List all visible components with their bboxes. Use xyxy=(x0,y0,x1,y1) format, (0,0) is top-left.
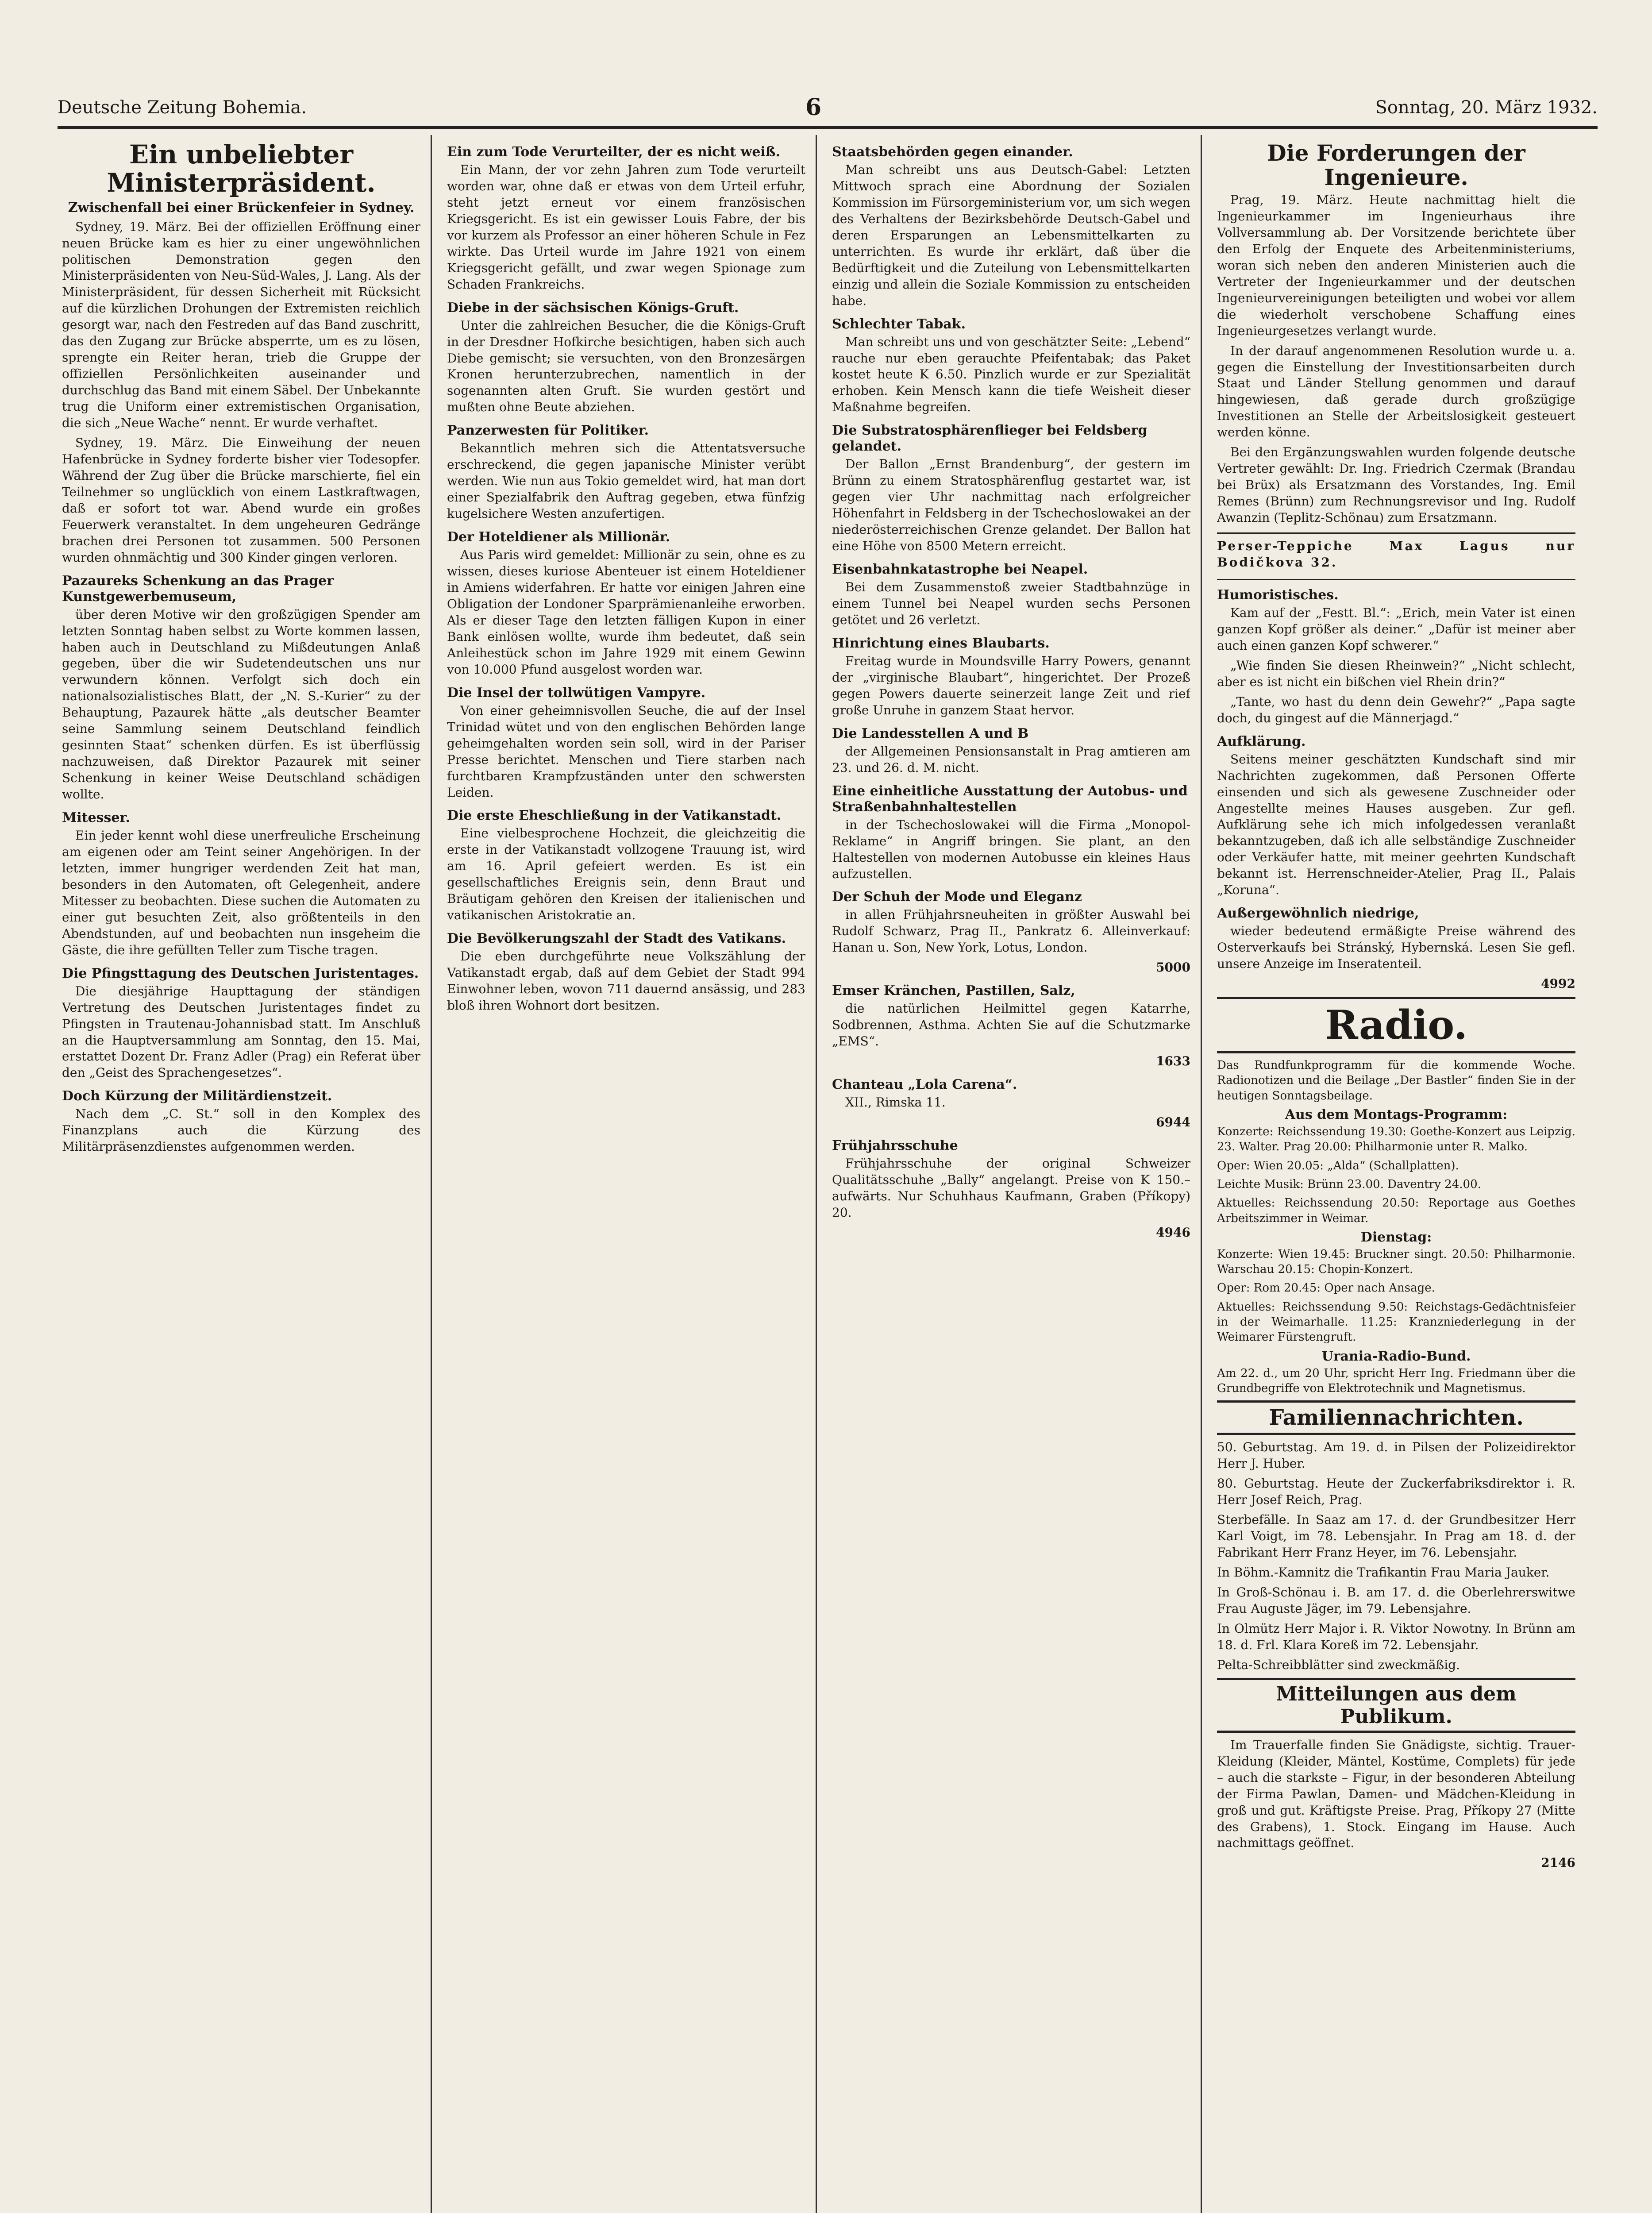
article-paragraph: Ein Mann, der vor zehn Jahren zum Tode verurteilt worden war, ohne daß er etwas von dem Urteil erfuhr, steht jetzt erneut vor einem französischen Kriegsgericht. Es ist ein gewisser Louis Fabre, der bis vor kurzem als Professor an einer höheren Schule in Fez wirkte. Das Urteil wurde im Jahre 1921 von einem Kriegsgericht gefällt, und zwar wegen Spionage zum Schaden Frankreichs. xyxy=(447,162,805,292)
article-heading: Die Landesstellen A und B xyxy=(832,725,1029,741)
column-3 xyxy=(832,137,1190,2213)
article-heading: Die Pfingsttagung des Deutschen Juristentages. xyxy=(62,965,419,981)
ad-heading: Emser Kränchen, Pastillen, Salz, xyxy=(832,983,1075,999)
ad-number: 4946 xyxy=(1156,1225,1190,1240)
article-paragraph: Die diesjährige Haupttagung der ständigen Vertretung des Deutschen Juristentages findet zu Pfingsten in Trautenau-Johannisbad statt. Im Anschluß an die Hauptversammlung am Sonntag, den 15. Mai, erstattet Dozent Dr. Franz Adler (Prag) ein Referat über den „Geist des Sprachengesetzes“. xyxy=(62,983,420,1080)
public-section-title: Mitteilungen aus dem Publikum. xyxy=(1217,1678,1575,1733)
column-2 xyxy=(447,137,805,2213)
radio-entry: Konzerte: Wien 19.45: Bruckner singt. 20.50: Philharmonie. Warschau 20.15: Chopin-Konzert. xyxy=(1217,1247,1575,1276)
article-paragraph: Seitens meiner geschätzten Kundschaft sind mir Nachrichten zugekommen, daß Personen Offerte einsenden und sich als gewesene Zuschneider oder Angestellte meines Hauses ausgeben. Zur gefl. Aufklärung sehe ich mich infolgedessen veranlaßt bekanntzugeben, daß ich alle selbständige Zuschneider oder Verkäufer hatte, mit meiner geehrten Kundschaft bekannt ist. Herrenschneider-Atelier, Prag II., Palais „Koruna“. xyxy=(1217,752,1575,898)
page-number: 6 xyxy=(805,94,822,121)
radio-entry: Aktuelles: Reichssendung 20.50: Reportage aus Goethes Arbeitszimmer in Weimar. xyxy=(1217,1196,1575,1225)
article-heading: Die Insel der tollwütigen Vampyre. xyxy=(447,685,706,701)
ad-heading: Frühjahrsschuhe xyxy=(832,1137,958,1153)
issue-date: Sonntag, 20. März 1932. xyxy=(1375,97,1598,118)
ad-text: XII., Rimska 11. xyxy=(845,1095,946,1110)
family-entry: 80. Geburtstag. Heute der Zuckerfabriksdirektor i. R. Herr Josef Reich, Prag. xyxy=(1217,1476,1575,1507)
article-paragraph: wieder bedeutend ermäßigte Preise während des Osterverkaufs bei Stránský, Hybernská. Lesen Sie gefl. unsere Anzeige im Inseratenteil. xyxy=(1217,924,1575,972)
ad-number: 5000 xyxy=(1156,960,1190,975)
family-section-title: Familiennachrichten. xyxy=(1217,1400,1575,1435)
ad-heading: Chanteau „Lola Carena“. xyxy=(832,1077,1017,1093)
column-divider xyxy=(1201,135,1202,2213)
radio-entry: Aktuelles: Reichssendung 9.50: Reichstags-Gedächtnisfeier in der Weimarhalle. 11.25: Kranzniederlegung in der Weimarer Fürstengruft. xyxy=(1217,1300,1575,1344)
article-paragraph: In der darauf angenommenen Resolution wurde u. a. gegen die Einstellung der Investitionsarbeiten durch Staat und Länder Stellung genommen und darauf hingewiesen, daß gerade durch großzügige Investitionen an Stelle der Arbeitslosigkeit gesteuert werden könne. xyxy=(1217,343,1575,440)
article-paragraph: Nach dem „C. St.“ soll in den Komplex des Finanzplans auch die Kürzung des Militärpräsenzdienstes aufgenommen werden. xyxy=(62,1106,420,1154)
family-entry: 50. Geburtstag. Am 19. d. in Pilsen der Polizeidirektor Herr J. Huber. xyxy=(1217,1440,1575,1471)
family-entry: Pelta-Schreibblätter sind zweckmäßig. xyxy=(1217,1657,1460,1672)
column-4 xyxy=(1217,137,1575,2213)
article-paragraph: Prag, 19. März. Heute nachmittag hielt die Ingenieurkammer im Ingenieurhaus ihre Vollversammlung ab. Der Vorsitzende berichtete über den Erfolg der Enquete des Arbeitenministeriums, woran sich neben den anderen Ministerien auch die Vertreter der Ingenieurkammer und der deutschen Ingenieurvereinigungen beteiligten und wobei vor allem die wiederholt verschobene Schaffung eines Ingenieurgesetzes verlangt wurde. xyxy=(1217,193,1575,338)
header-rule xyxy=(58,126,1598,129)
article-paragraph: in der Tschechoslowakei will die Firma „Monopol-Reklame“ in Angriff bringen. Sie plant, an den Haltestellen von modernen Autobusse ein kleines Haus aufzustellen. xyxy=(832,817,1190,881)
article-paragraph: Eine vielbesprochene Hochzeit, die gleichzeitig die erste in der Vatikanstadt vollzogene Trauung ist, wird am 16. April gefeiert werden. Es ist ein gesellschaftliches Ereignis sein, denn Braut und Bräutigam gehören den Kreisen der italienischen und vatikanischen Aristokratie an. xyxy=(447,826,805,923)
article-heading: Panzerwesten für Politiker. xyxy=(447,423,649,439)
ad-text: in allen Frühjahrsneuheiten in größter Auswahl bei Rudolf Schwarz, Prag II., Pankratz 6. Alleinverkauf: Hanan u. Son, New York, Lotus, London. xyxy=(832,907,1190,955)
ad-number: 2146 xyxy=(1541,1855,1575,1870)
article-heading: Die Bevölkerungszahl der Stadt des Vatikans. xyxy=(447,931,786,947)
ad-text: Frühjahrsschuhe der original Schweizer Qualitätsschuhe „Bally“ angelangt. Preise von K 150.– aufwärts. Nur Schuhhaus Kaufmann, Graben (Příkopy) 20. xyxy=(832,1156,1190,1220)
radio-program xyxy=(1217,1058,1575,1396)
article-heading: Staatsbehörden gegen einander. xyxy=(832,144,1073,160)
running-header xyxy=(58,94,1598,124)
radio-day-heading: Urania-Radio-Bund. xyxy=(1321,1348,1471,1364)
article-paragraph: über deren Motive wir den großzügigen Spender am letzten Sonntag haben selbst zu Worte kommen lassen, haben auch in Deutschland zu Mißdeutungen Anlaß gegeben, über die wir Sudetendeutschen uns nur verwundern können. Verfolgt sich doch ein nationalsozialistisches Blatt, der „N. S.-Kurier“ zu der Behauptung, Pazaurek hätte „als deutscher Beamter seine Sammlung seinem Deutschland feindlich gesinnten Staat“ schenken dürfen. Es ist überflüssig nachzuweisen, daß Direktor Pazaurek mit seiner Schenkung in keiner Weise Deutschland schädigen wollte. xyxy=(62,607,420,802)
radio-section-title: Radio. xyxy=(1217,997,1575,1053)
family-entry: In Böhm.-Kamnitz die Trafikantin Frau Maria Jauker. xyxy=(1217,1565,1550,1580)
article-heading: Doch Kürzung der Militärdienstzeit. xyxy=(62,1088,332,1104)
article-paragraph: Aus Paris wird gemeldet: Millionär zu sein, ohne es zu wissen, dieses kuriose Abenteuer ist einem Hoteldiener in Amiens widerfahren. Er hatte vor einigen Jahren eine Obligation der Londoner Sparprämienanleihe erworben. Als er dieser Tage den letzten fälligen Kupon in einer Bank einlösen wollte, wurde ihm bedeutet, daß sein Anleihestück schon im Jahre 1929 mit einem Gewinn von 10.000 Pfund ausgelost worden war. xyxy=(447,547,805,677)
newspaper-page xyxy=(58,80,1598,2213)
ad-heading: Der Schuh der Mode und Eleganz xyxy=(832,889,1082,905)
article-paragraph: Unter die zahlreichen Besucher, die die Königs-Gruft in der Dresdner Hofkirche besichtigen, haben sich auch Diebe gemischt; sie versuchten, von den Bronzesärgen Kronen herunterzubrechen, namentlich in der sogenannten alten Gruft. Sie wurden gestört und mußten ohne Beute abziehen. xyxy=(447,318,805,415)
ad-text: Perser-Teppiche Max Lagus nur Bodičkova 32. xyxy=(1217,539,1575,570)
family-entry: In Olmütz Herr Major i. R. Viktor Nowotny. In Brünn am 18. d. Frl. Klara Koreß im 72. Lebensjahr. xyxy=(1217,1621,1575,1652)
article-heading: Mitesser. xyxy=(62,810,130,826)
article-paragraph: Bei dem Zusammenstoß zweier Stadtbahnzüge in einem Tunnel bei Neapel wurden sechs Personen getötet und 26 verletzt. xyxy=(832,580,1190,627)
radio-day-heading: Dienstag: xyxy=(1360,1229,1432,1245)
article-paragraph: Von einer geheimnisvollen Seuche, die auf der Insel Trinidad wütet und von den englischen Behörden lange geheimgehalten worden sein soll, wird in der Pariser Presse berichtet. Menschen und Tiere starben nach furchtbaren Krampfzuständen unter den schwersten Leiden. xyxy=(447,703,805,800)
article-heading: Diebe in der sächsischen Königs-Gruft. xyxy=(447,300,739,316)
article-paragraph: Man schreibt uns aus Deutsch-Gabel: Letzten Mittwoch sprach eine Abordnung der Sozialen Kommission im Fürsorgeministerium vor, um sich wegen des Verhaltens der Bezirksbehörde Deutsch-Gabel und deren Ersparungen an Lebensmittelkarten zu unterrichten. Es wurde ihr erklärt, daß über die Bedürftigkeit und die Zuteilung von Lebensmittelkarten einzig und allein die Soziale Kommission zu entscheiden habe. xyxy=(832,162,1190,308)
radio-entry: Leichte Musik: Brünn 23.00. Daventry 24.00. xyxy=(1217,1177,1481,1191)
family-entry: In Groß-Schönau i. B. am 17. d. die Oberlehrerswitwe Frau Auguste Jäger, im 79. Lebensjahre. xyxy=(1217,1585,1575,1616)
radio-day-heading: Aus dem Montags-Programm: xyxy=(1285,1106,1508,1122)
article-heading: Humoristisches. xyxy=(1217,587,1339,603)
article-paragraph: Bei den Ergänzungswahlen wurden folgende deutsche Vertreter gewählt: Dr. Ing. Friedrich Czermak (Brandau bei Brüx) als Ersatzmann des Vorstandes, Ing. Emil Remes (Brünn) zum Rechnungsrevisor und Ing. Rudolf Awanzin (Teplitz-Schönau) zum Ersatzmann. xyxy=(1217,445,1575,525)
radio-entry: Konzerte: Reichssendung 19.30: Goethe-Konzert aus Leipzig. 23. Walter. Prag 20.00: Philharmonie unter R. Malko. xyxy=(1217,1125,1575,1154)
ad-number: 6944 xyxy=(1156,1115,1190,1130)
article-paragraph: Ein jeder kennt wohl diese unerfreuliche Erscheinung am eigenen oder am Teint seiner Angehörigen. In der letzten, immer hungriger werdenden Zeit hat man, besonders in den Automaten, oft Gelegenheit, andere Mitesser zu beobachten. Diese suchen die Automaten zu einer gut besuchten Zeit, also größtenteils in den Abendstunden, auf und beobachten nun insgeheim die Gäste, die ihre gefüllten Teller zum Tische tragen. xyxy=(62,828,420,957)
article-headline: Die Forderungen der Ingenieure. xyxy=(1267,140,1525,190)
article-heading: Eisenbahnkatastrophe bei Neapel. xyxy=(832,562,1088,578)
article-paragraph: Freitag wurde in Moundsville Harry Powers, genannt der „virginische Blaubart“, hingerichtet. Der Prozeß gegen Powers dauerte seinerzeit lange Zeit und rief große Unruhe in ganzem Staat hervor. xyxy=(832,653,1190,717)
radio-entry: Am 22. d., um 20 Uhr, spricht Herr Ing. Friedmann über die Grundbegriffe von Elektrotechnik und Magnetismus. xyxy=(1217,1366,1575,1396)
ad-number: 1633 xyxy=(1156,1054,1190,1069)
article-paragraph: Der Ballon „Ernst Brandenburg“, der gestern im Brünn zu einem Stratosphärenflug gestartet war, ist gegen vier Uhr nachmittag nach erfolgreicher Höhenfahrt in Feldsberg in der Tschechoslowakei an der niederösterreichischen Grenze gelandet. Der Ballon hat eine Höhe von 8500 Metern erreicht. xyxy=(832,457,1190,554)
article-heading: Hinrichtung eines Blaubarts. xyxy=(832,635,1050,651)
article-subheadline: Zwischenfall bei einer Brückenfeier in Sydney. xyxy=(68,200,415,216)
masthead-name: Deutsche Zeitung Bohemia. xyxy=(58,97,307,118)
family-news xyxy=(1217,1439,1575,1673)
article-heading: Eine einheitliche Ausstattung der Autobus- und Straßenbahnhaltestellen xyxy=(832,783,1188,815)
column-1 xyxy=(62,137,420,2213)
article-paragraph: Bekanntlich mehren sich die Attentatsversuche erschreckend, die gegen japanische Minister verübt werden. Wie nun aus Tokio gemeldet wird, hat man dort einer Spezialfabrik den Auftrag gegeben, etwa fünfzig kugelsichere Westen anzufertigen. xyxy=(447,441,805,521)
article-heading: Ein zum Tode Verurteilter, der es nicht weiß. xyxy=(447,144,781,160)
article-paragraph: Sydney, 19. März. Bei der offiziellen Eröffnung einer neuen Brücke kam es hier zu einer ungewöhnlichen politischen Demonstration gegen den Ministerpräsidenten von Neu-Süd-Wales, J. Lang. Als der Ministerpräsident, für dessen Sicherheit mit Rücksicht auf die kürzlichen Drohungen der Extremisten reichlich gesorgt war, nach den Festreden auf das Band zuschritt, das den Zugang zur Brücke absperrte, um es zu lösen, sprengte ein Reiter heran, trieb die Gruppe der offiziellen Persönlichkeiten auseinander und durchschlug das Band mit einem Säbel. Der Unbekannte trug die Uniform einer extremistischen Organisation, die sich „Neue Wache“ nennt. Er wurde verhaftet. xyxy=(62,219,420,431)
ad-number: 4992 xyxy=(1541,976,1575,991)
column-divider xyxy=(431,135,432,2213)
article-paragraph: „Tante, wo hast du denn dein Gewehr?“ „Papa sagte doch, du gingest auf die Männerjagd.“ xyxy=(1217,694,1575,725)
article-heading: Aufklärung. xyxy=(1217,733,1306,749)
article-paragraph: Man schreibt uns und von geschätzter Seite: „Lebend“ rauche nur eben gerauchte Pfeifentabak; das Paket kostet heute K 6.50. Pinzlich wurde er zur Spezialität erhoben. Kein Mensch kann die tiefe Weisheit dieser Maßnahme begreifen. xyxy=(832,334,1190,415)
article-headline: Ein unbeliebter Ministerpräsident. xyxy=(107,139,376,198)
article-heading: Schlechter Tabak. xyxy=(832,316,966,332)
article-paragraph: der Allgemeinen Pensionsanstalt in Prag amtieren am 23. und 26. d. M. nicht. xyxy=(832,744,1190,775)
family-entry: Sterbefälle. In Saaz am 17. d. der Grundbesitzer Herr Karl Voigt, im 78. Lebensjahr. In Prag am 18. d. der Fabrikant Herr Franz Heyer, im 76. Lebensjahr. xyxy=(1217,1512,1575,1560)
public-notice: Im Trauerfalle finden Sie Gnädigste, sichtig. Trauer-Kleidung (Kleider, Mäntel, Kostüme, Complets) für jede – auch die starkste – Figur, in der besonderen Abteilung der Firma Pawlan, Damen- und Mädchen-Kleidung in groß und gut. Kräftigste Preise. Prag, Příkopy 27 (Mitte des Grabens), 1. Stock. Eingang im Hause. Auch nachmittags geöffnet. xyxy=(1217,1737,1575,1851)
article-paragraph: „Wie finden Sie diesen Rheinwein?“ „Nicht schlecht, aber es ist nicht ein bißchen viel Rhein drin?“ xyxy=(1217,658,1575,689)
column-divider xyxy=(816,135,817,2213)
article-heading: Der Hoteldiener als Millionär. xyxy=(447,529,670,545)
radio-note: Das Rundfunkprogramm für die kommende Woche. Radionotizen und die Beilage „Der Bastler“ finden Sie in der heutigen Sonntagsbeilage. xyxy=(1217,1059,1575,1103)
article-heading: Die Substratosphärenflieger bei Feldsberg gelandet. xyxy=(832,423,1148,455)
ad-text: die natürlichen Heilmittel gegen Katarrhe, Sodbrennen, Asthma. Achten Sie auf die Schutzmarke „EMS“. xyxy=(832,1001,1190,1049)
radio-entry: Oper: Wien 20.05: „Alda“ (Schallplatten). xyxy=(1217,1159,1459,1172)
article-heading: Pazaureks Schenkung an das Prager Kunstgewerbemuseum, xyxy=(62,573,334,605)
article-paragraph: Die eben durchgeführte neue Volkszählung der Vatikanstadt ergab, daß auf dem Gebiet der Stadt 994 Einwohner leben, wovon 711 dauernd ansässig, und 283 bloß ihren Wohnort dort besitzen. xyxy=(447,949,805,1013)
radio-entry: Oper: Rom 20.45: Oper nach Ansage. xyxy=(1217,1281,1435,1295)
advertisement xyxy=(1217,532,1575,580)
article-heading: Die erste Eheschließung in der Vatikanstadt. xyxy=(447,808,782,824)
article-heading: Außergewöhnlich niedrige, xyxy=(1217,906,1419,921)
article-paragraph: Kam auf der „Festt. Bl.“: „Erich, mein Vater ist einen ganzen Kopf größer als deiner.“ „Dafür ist meiner aber auch einen ganzen Kopf schwerer.“ xyxy=(1217,605,1575,653)
article-paragraph: Sydney, 19. März. Die Einweihung der neuen Hafenbrücke in Sydney forderte bisher vier Todesopfer. Während der Zug über die Brücke marschierte, fiel ein Teilnehmer so unglücklich von einem Lastkraftwagen, daß er sofort tot war. Abend wurde ein großes Feuerwerk veranstaltet. In dem ungeheuren Gedränge brachen drei Personen tot zusammen. 500 Personen wurden ohnmächtig und 300 Kinder gingen verloren. xyxy=(62,435,420,565)
